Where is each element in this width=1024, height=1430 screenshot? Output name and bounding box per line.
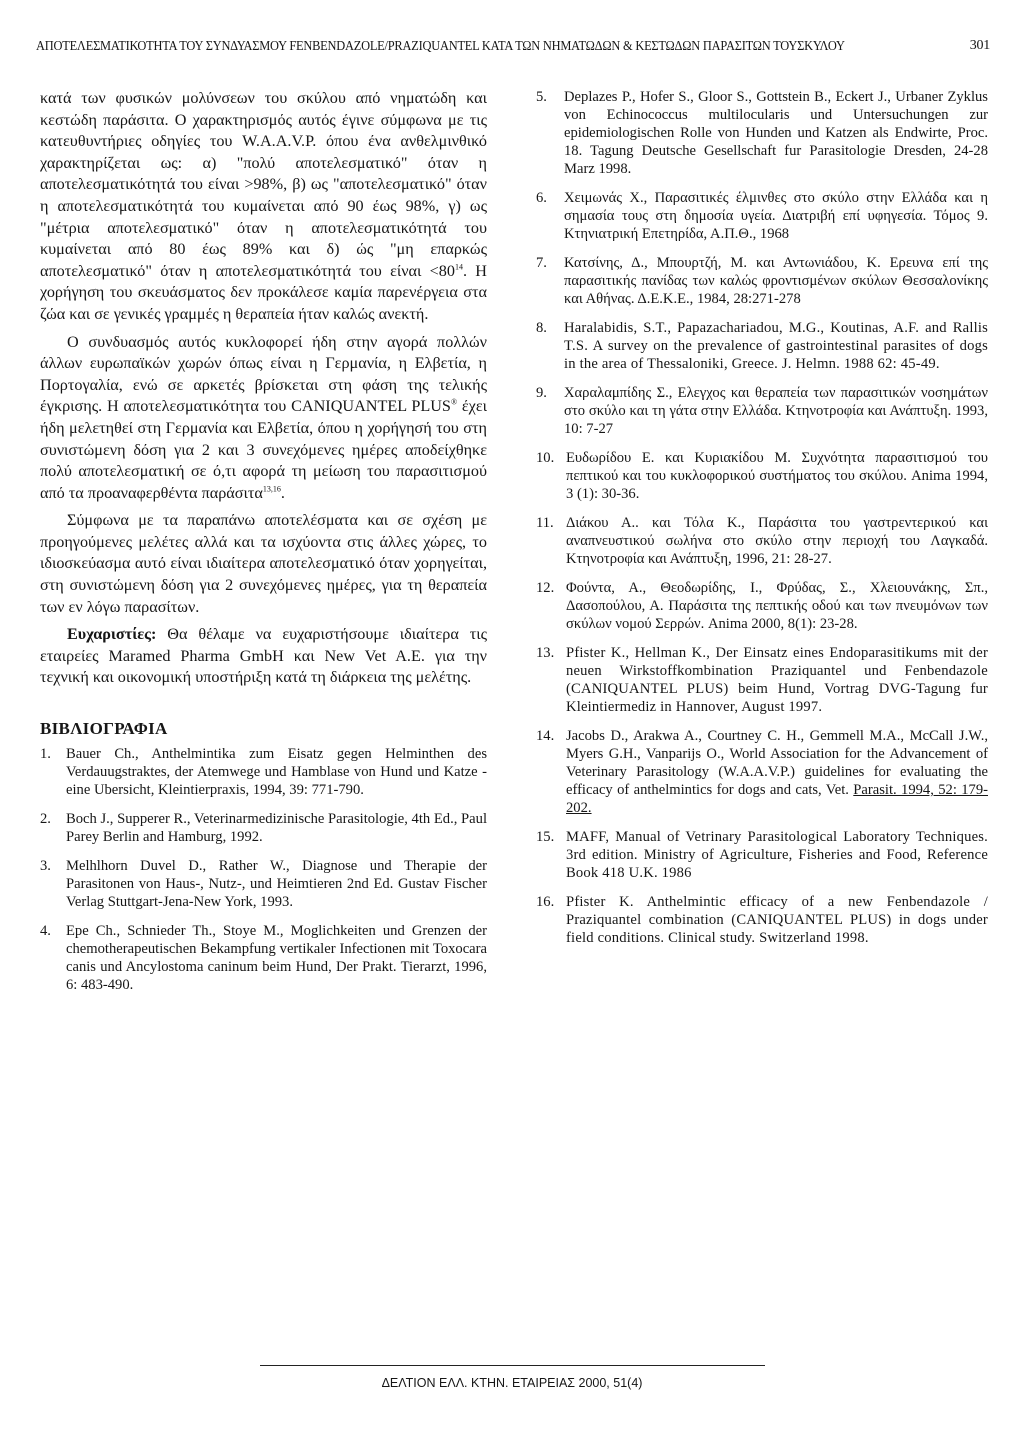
reference-number: 14. bbox=[536, 728, 555, 744]
reference-text: Boch J., Supperer R., Veterinarmedizinische Parasitologie, 4th Ed., Paul Parey Berlin and Hamburg, 1992. bbox=[66, 811, 487, 846]
reference-number: 13. bbox=[536, 645, 555, 661]
reference-number: 12. bbox=[536, 580, 555, 596]
citation-sup: 13,16 bbox=[262, 484, 281, 494]
paragraph-1-text-b: . Η χορήγηση του σκευάσματος δεν προκάλεσε καμία παρενέργεια στα ζώα και σε γενικές γραμμές η θεραπεία ήταν καλώς ανεκτή. bbox=[40, 261, 487, 323]
bibliography-heading: ΒΙΒΛΙΟΓΡΑΦΙΑ bbox=[40, 719, 168, 739]
footer-divider bbox=[260, 1365, 765, 1366]
reference-text: Bauer Ch., Anthelmintika zum Eisatz gegen Helminthen des Verdauugstraktes, der Atemwege und Hamblase von Hund und Katze - eine Ubersicht, Kleintierpraxis, 1994, 39: 771-790. bbox=[66, 746, 487, 799]
paragraph-3: Σύμφωνα με τα παραπάνω αποτελέσματα και σε σχέση με προηγούμενες μελέτες αλλά και τα ισχύοντα στις άλλες χώρες, το ιδιοσκεύασμα αυτό είναι ιδιαίτερα αποτελεσματικό όταν χορηγείται, στη συνιστώμενη δόση για 2 συνεχόμενες ημέρες, για τη θεραπεία των εν λόγω παρασίτων. bbox=[40, 511, 487, 616]
reference-item bbox=[536, 644, 988, 716]
reference-item bbox=[536, 254, 988, 308]
reference-item bbox=[40, 857, 487, 911]
reference-number: 1. bbox=[40, 746, 51, 763]
reference-text: MAFF, Manual of Vetrinary Parasitological Laboratory Techniques. 3rd edition. Ministry of Agriculture, Fisheries and Food, Reference Book 418 U.K. 1986 bbox=[566, 829, 988, 881]
paragraph-2-text-c: . bbox=[280, 483, 285, 502]
paragraph-1 bbox=[40, 88, 487, 326]
reference-item bbox=[40, 922, 487, 994]
acknowledgements bbox=[40, 624, 487, 689]
reference-item bbox=[536, 189, 988, 243]
paragraph-2-text-a: Ο συνδυασμός αυτός κυκλοφορεί ήδη στην αγορά πολλών άλλων ευρωπαϊκών χωρών όπως είναι η Γερμανία, η Ελβετία, η Πορτογαλία, ενώ σε αρκετές βρίσκεται στη φάση της τελικής έγκρισης. Η αποτελεσματικότητα του CANIQUANTEL PLUS bbox=[40, 332, 487, 416]
reference-text: Χειμωνάς Χ., Παρασιτικές έλμινθες στο σκύλο στην Ελλάδα και η σημασία τους στη δημοσία υγεία. Διατριβή επί υφηγεσία. Τόμος 9. Κτηνιατρική Επετηρίδα, Α.Π.Θ., 1968 bbox=[564, 190, 988, 242]
reference-text: Ευδωρίδου Ε. και Κυριακίδου Μ. Συχνότητα παρασιτισμού του πεπτικού και του κυκλοφορικού συστήματος του σκύλου. Anima 1994, 3 (1): 30-36. bbox=[566, 450, 988, 502]
reference-number: 7. bbox=[536, 255, 547, 271]
paragraph-2-text-b: έχει ήδη μελετηθεί στη Γερμανία και Ελβετία, όπου η χορήγησή του στη συνιστώμενη δόση για 2 και 3 συνεχόμενες ημέρες αποδείχθηκε πολύ αποτελεσματική σε ό,τι αφορά τη μείωση του παρασιτισμού από τα προαναφερθέντα παράσιτα bbox=[40, 397, 488, 502]
citation-sup: 14 bbox=[454, 262, 463, 272]
journal-footer: ΔΕΛΤΙΟΝ ΕΛΛ. ΚΤΗΝ. ΕΤΑΙΡΕΙΑΣ 2000, 51(4) bbox=[381, 1376, 643, 1390]
reference-text: Κατσίνης, Δ., Μπουρτζή, Μ. και Αντωνιάδου, Κ. Ερευνα επί της παρασιτικής πανίδας των καλώς φροντισμένων σκύλων Θεσσαλονίκης και Αθήνας. Δ.Ε.Κ.Ε., 1984, 28:271-278 bbox=[564, 255, 988, 307]
reference-text bbox=[566, 727, 988, 817]
reference-number: 2. bbox=[40, 811, 51, 828]
reference-number: 6. bbox=[536, 190, 547, 206]
reference-text: Epe Ch., Schnieder Th., Stoye M., Moglichkeiten und Grenzen der chemotherapeutischen Bekampfung vertikaler Infectionen mit Toxocara canis und Ancylostoma caninum beim Hund, Der Prakt. Tierarzt, 1996, 6: 483-490. bbox=[66, 923, 487, 994]
reference-number: 16. bbox=[536, 894, 555, 910]
reference-text: Pfister K. Anthelmintic efficacy of a new Fenbendazole / Praziquantel combination (CANIQUANTEL PLUS) in dogs under field conditions. Clinical study. Switzerland 1998. bbox=[566, 894, 988, 946]
header-title: ΑΠΟΤΕΛΕΣΜΑΤΙΚΟΤΗΤΑ ΤΟΥ ΣΥΝΔΥΑΣΜΟΥ FENBENDAZOLE/PRAZIQUANTEL ΚΑΤΑ ΤΩΝ ΝΗΜΑΤΩΔΩΝ & ΚΕΣΤΩΔΩΝ ΠΑΡΑΣΙΤΩΝ ΤΟΥΣΚΥΛΟΥ bbox=[36, 38, 845, 53]
reference-number: 8. bbox=[536, 320, 547, 336]
reference-text: Melhlhorn Duvel D., Rather W., Diagnose und Therapie der Parasitonen von Haus-, Nutz-, und Heimtieren 2nd Ed. Gustav Fischer Verlag Stuttgart-Jena-New York, 1993. bbox=[66, 858, 487, 911]
reference-text: Deplazes P., Hofer S., Gloor S., Gottstein B., Eckert J., Urbaner Zyklus von Echinococcus multilocularis und Untersuchungen zur epidemiologischen Rolle von Hunden und Katzen als Endwirte, Proc. 18. Tagung Deutsche Gesellschaft fur Parasitologie Dresden, 24-28 Marz 1998. bbox=[564, 89, 988, 177]
acknowledgements-text: Θα θέλαμε να ευχαριστήσουμε ιδιαίτερα τις εταιρείες Maramed Pharma GmbH και New Vet A.E. για την τεχνική και οικονομική υποστήριξη κατά τη διάρκεια της μελέτης. bbox=[40, 625, 487, 687]
reference-list-left bbox=[40, 745, 487, 994]
reference-item bbox=[536, 384, 988, 438]
right-column bbox=[536, 88, 988, 958]
reference-item bbox=[536, 893, 988, 947]
reference-number: 11. bbox=[536, 515, 554, 531]
reference-text: Χαραλαμπίδης Σ., Ελεγχος και θεραπεία των παρασιτικών νοσημάτων στο σκύλο και τη γάτα στην Ελλάδα. Κτηνοτροφία και Ανάπτυξη. 1993, 10: 7-27 bbox=[564, 385, 988, 437]
reference-list-right bbox=[536, 88, 988, 947]
reference-text: Διάκου Α.. και Τόλα Κ., Παράσιτα του γαστρεντερικού και αναπνευστικού σωλήνα στο σκύλο στην περιοχή του Λαγκαδά. Κτηνοτροφία και Ανάπτυξη, 1996, 21: 28-27. bbox=[566, 515, 988, 567]
reference-item bbox=[536, 828, 988, 882]
reference-text: Φούντα, Α., Θεοδωρίδης, Ι., Φρύδας, Σ., Χλειουνάκης, Σπ., Δασοπούλου, Α. Παράσιτα της πεπτικής οδού και των πνευμόνων των σκύλων νομού Σερρών. Anima 2000, 8(1): 23-28. bbox=[566, 580, 988, 632]
reference-item bbox=[536, 579, 988, 633]
registered-mark: ® bbox=[450, 397, 458, 407]
reference-text-main: Jacobs D., Arakwa A., Courtney C. H., Gemmell M.A., McCall J.W., Myers G.H., Vanparijs O., World Association for the Advancement of Veterinary Parasitology (W.A.A.V.P.) guidelines for evaluating the efficacy of anthelmintics for dogs and cats, Vet. bbox=[566, 728, 988, 798]
paragraph-2 bbox=[40, 332, 487, 505]
paragraph-1-text-a: κατά των φυσικών μολύνσεων του σκύλου από νηματώδη και κεστώδη παράσιτα. Ο χαρακτηρισμός αυτός έγινε σύμφωνα με τις κατευθυντήριες οδηγίες του W.A.A.V.P. όπου ένα ανθελμινθικό χαρακτηρίζεται ως: α) "πολύ αποτελεσματικό" όταν η αποτελεσματικότητά του είναι >98%, β) ως "αποτελεσματικό" όταν η αποτελεσματικότητά του κυμαίνεται από 90 έως 98%, γ) ως "μέτρια αποτελεσματικό" όταν η αποτελεσματικότητά του κυμαίνεται από 80 έως 89% και δ) ώς "μη επαρκώς αποτελεσματικό" όταν η αποτελεσματικότητά του είναι <80 bbox=[40, 89, 487, 280]
reference-item bbox=[536, 88, 988, 178]
running-header bbox=[36, 38, 990, 58]
reference-number: 4. bbox=[40, 923, 51, 940]
reference-number: 9. bbox=[536, 385, 547, 401]
reference-text-underlined: Parasit. 1994, 52: 179-202. bbox=[566, 782, 988, 816]
reference-number: 5. bbox=[536, 89, 547, 105]
reference-number: 3. bbox=[40, 858, 51, 875]
reference-number: 15. bbox=[536, 829, 555, 845]
reference-item bbox=[536, 319, 988, 373]
reference-number: 10. bbox=[536, 450, 555, 466]
page-number: 301 bbox=[969, 38, 990, 53]
acknowledgements-label: Ευχαριστίες: bbox=[67, 625, 157, 644]
reference-item bbox=[40, 810, 487, 846]
left-column bbox=[40, 88, 487, 1005]
reference-text: Haralabidis, S.T., Papazachariadou, M.G., Koutinas, A.F. and Rallis T.S. A survey on the prevalence of gastrointestinal parasites of dogs in the area of Thessaloniki, Greece. J. Helmn. 1988 62: 45-49. bbox=[564, 320, 988, 372]
reference-text: Pfister K., Hellman K., Der Einsatz eines Endoparasitikums mit der neuen Wirkstoffkombination Praziquantel und Fenbendazole (CANIQUANTEL PLUS) beim Hund, Vortrag DVG-Tagung fur Kleintiermediz in Hannover, August 1997. bbox=[566, 645, 988, 715]
reference-item bbox=[536, 514, 988, 568]
reference-item bbox=[40, 745, 487, 799]
reference-item bbox=[536, 727, 988, 817]
reference-item bbox=[536, 449, 988, 503]
